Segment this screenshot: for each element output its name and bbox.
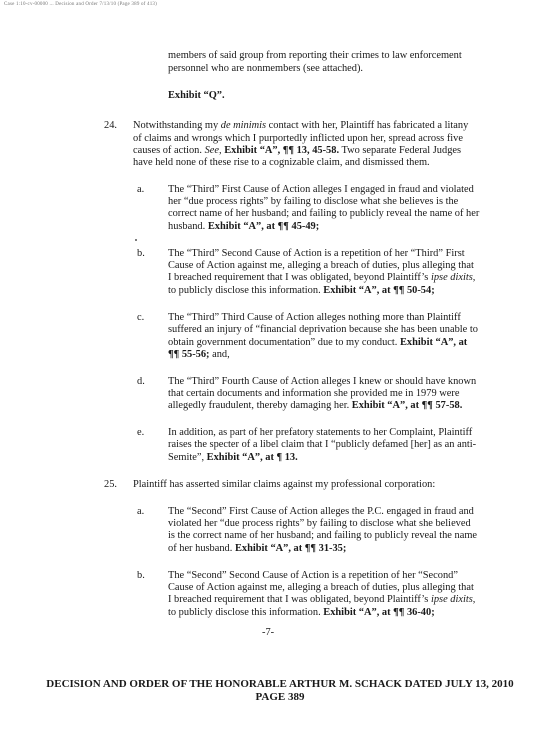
subitem-label: d. (137, 376, 145, 387)
subitem-line: to publicly disclose this information. Exhibit “A”, at ¶¶ 50-54; (168, 285, 435, 296)
subitem-line: Semite”, Exhibit “A”, at ¶ 13. (168, 452, 298, 463)
paragraph-number: 24. (104, 120, 117, 131)
subitem-label: a. (137, 506, 145, 517)
subitem-line: I breached requirement that I was obligated, beyond Plaintiff’s ipse dixits, (168, 594, 476, 605)
subitem-line: The “Second” Second Cause of Action is a repetition of her “Second” (168, 570, 458, 581)
subitem-line: suffered an injury of “financial deprivation because she has been unable to (168, 324, 478, 335)
subitem-line: I breached requirement that I was obligated, beyond Plaintiff’s ipse dixits, (168, 272, 476, 283)
subitem-line: raises the specter of a libel claim that I “publicly defamed [her] as an anti- (168, 439, 477, 450)
subitem-line: husband. Exhibit “A”, at ¶¶ 45-49; (168, 221, 320, 232)
subitem-line: The “Third” First Cause of Action alleges I engaged in fraud and violated (168, 184, 474, 195)
paragraph-number: 25. (104, 479, 117, 490)
continuation-line: personnel who are nonmembers (see attached). (168, 63, 364, 74)
paragraph-line: Notwithstanding my de minimis contact with her, Plaintiff has fabricated a litany (133, 120, 469, 131)
subitem-line: Cause of Action against me, alleging a breach of duties, plus alleging that (168, 582, 474, 593)
scan-speck (135, 239, 137, 241)
subitem-line: The “Third” Fourth Cause of Action alleges I knew or should have known (168, 376, 477, 387)
subitem-line: is the correct name of her husband; and failing to publicly reveal the name (168, 530, 478, 541)
subitem-line: The “Third” Second Cause of Action is a repetition of her “Third” First (168, 248, 465, 259)
subitem-line: The “Second” First Cause of Action alleges the P.C. engaged in fraud and (168, 506, 474, 517)
continuation-line: members of said group from reporting their crimes to law enforcement (168, 50, 462, 61)
subitem-line: that certain documents and information she provided me in 1979 were (168, 388, 460, 399)
paragraph-line: Plaintiff has asserted similar claims against my professional corporation: (133, 479, 436, 490)
subitem-line: In addition, as part of her prefatory statements to her Complaint, Plaintiff (168, 427, 473, 438)
subitem-label: e. (137, 427, 145, 438)
subitem-line: her “due process rights” by failing to disclose what she believes is the (168, 196, 459, 207)
paragraph-line: causes of action. See, Exhibit “A”, ¶¶ 13, 45-58. Two separate Federal Judges (133, 145, 462, 156)
subitem-label: a. (137, 184, 145, 195)
page-number: -7- (262, 627, 275, 638)
fax-header: Case 1:10-cv-00000 ... Decision and Order 7/13/10 (Page 389 of 413) (4, 2, 157, 7)
footer-page: PAGE 389 (255, 691, 305, 703)
footer-caption: DECISION AND ORDER OF THE HONORABLE ARTHUR M. SCHACK DATED JULY 13, 2010 (46, 678, 514, 690)
subitem-line: correct name of her husband; and failing to publicly reveal the name of her (168, 208, 480, 219)
subitem-line: Cause of Action against me, alleging a breach of duties, plus alleging that (168, 260, 474, 271)
subitem-line: violated her “due process rights” by failing to disclose what she believed (168, 518, 471, 529)
subitem-label: c. (137, 312, 145, 323)
paragraph-line: of claims and wrongs which I purportedly inflicted upon her, spread across five (133, 133, 463, 144)
subitem-label: b. (137, 570, 145, 581)
subitem-line: The “Third” Third Cause of Action alleges nothing more than Plaintiff (168, 312, 461, 323)
subitem-line: obtain government documentation” due to my conduct. Exhibit “A”, at (168, 337, 468, 348)
subitem-line: of her husband. Exhibit “A”, at ¶¶ 31-35; (168, 543, 347, 554)
paragraph-line: have held none of these rise to a cognizable claim, and dismissed them. (133, 157, 430, 168)
subitem-line: ¶¶ 55-56; and, (168, 349, 230, 360)
exhibit-q: Exhibit “Q”. (168, 90, 225, 101)
subitem-line: allegedly fraudulent, thereby damaging her. Exhibit “A”, at ¶¶ 57-58. (168, 400, 463, 411)
subitem-label: b. (137, 248, 145, 259)
subitem-line: to publicly disclose this information. Exhibit “A”, at ¶¶ 36-40; (168, 607, 435, 618)
